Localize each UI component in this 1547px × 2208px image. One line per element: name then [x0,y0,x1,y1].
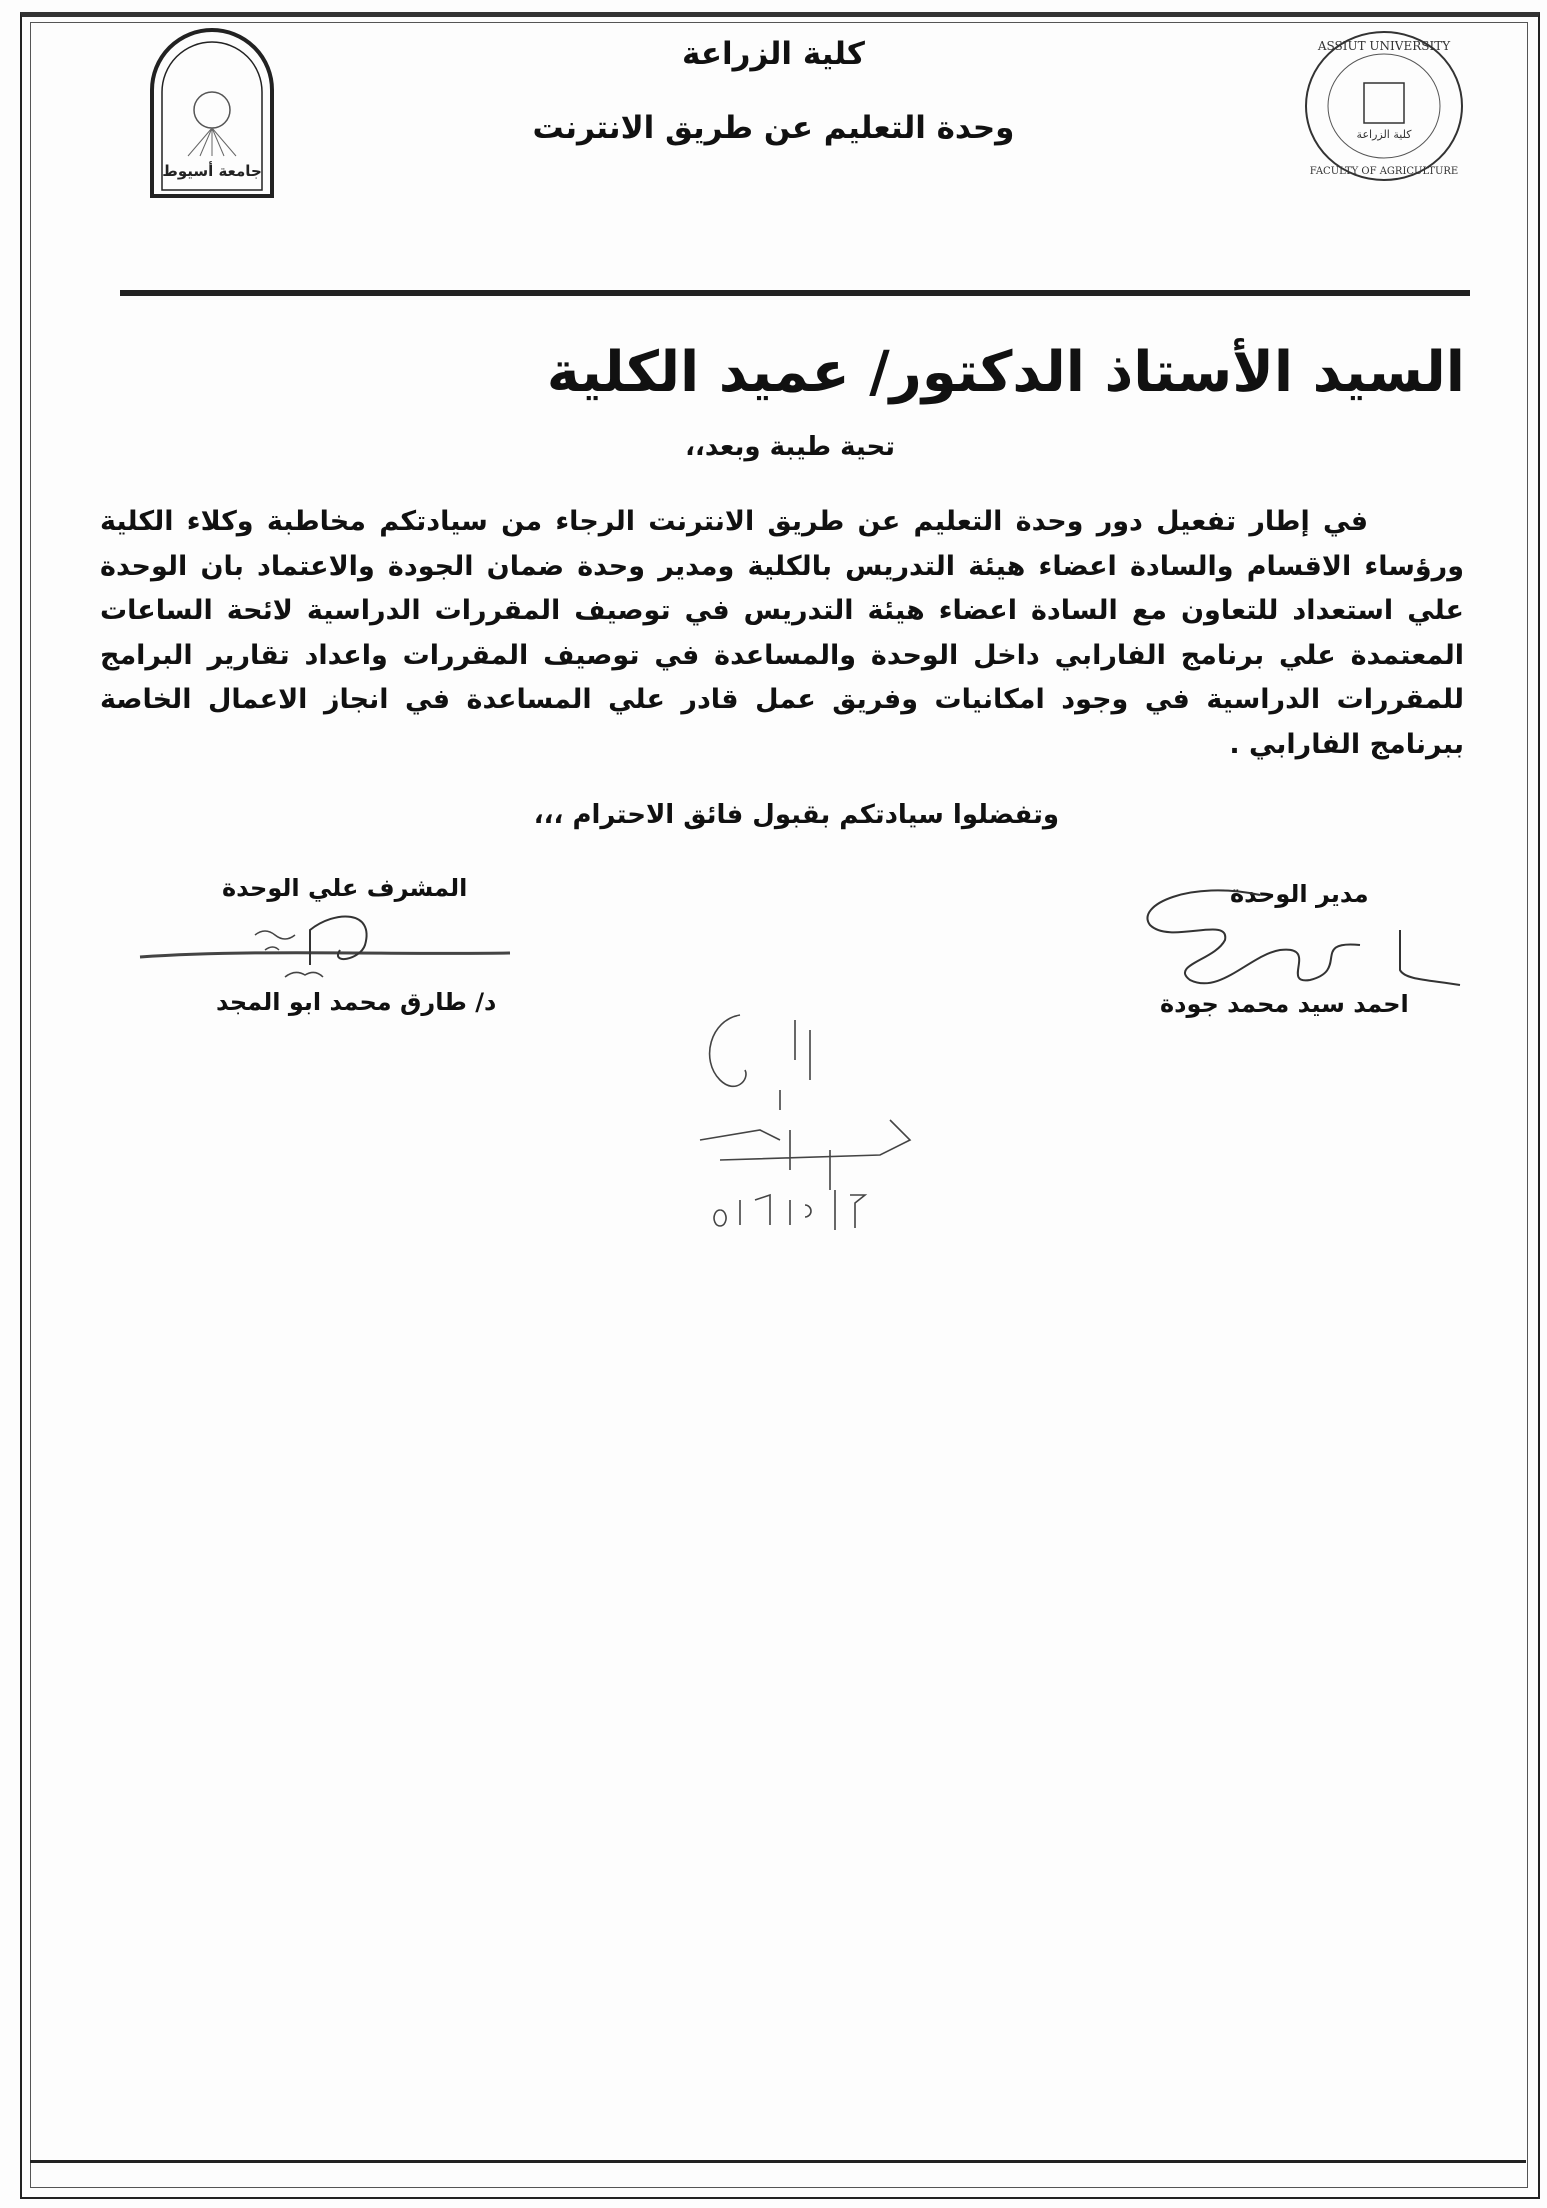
handwritten-approval [680,1000,980,1240]
manager-title: مدير الوحدة [1230,880,1369,908]
svg-text:FACULTY OF AGRICULTURE: FACULTY OF AGRICULTURE [1309,166,1459,177]
supervisor-signature [135,905,515,990]
manager-signature [1130,885,1470,1000]
svg-text:ASSIUT UNIVERSITY: ASSIUT UNIVERSITY [1317,39,1451,53]
greeting: تحية طيبة وبعد،، [685,432,895,462]
letter-body: في إطار تفعيل دور وحدة التعليم عن طريق الانترنت الرجاء من سيادتكم مخاطبة وكلاء الكلية ورؤساء الاقسام والسادة اعضاء هيئة التدريس بالكلية ومدير وحدة ضمان الجودة والاعتماد بان الوحدة علي استعداد للتعاون مع السادة اعضاء هيئة التدريس في توصيف المقررات الدراسية لائحة الساعات المعتمدة علي برنامج الفارابي داخل الوحدة والمساعدة في توصيف المقررات واعداد تقارير البرامج للمقررات الدراسية في وجود امكانيات وفريق عمل قادر علي المساعدة في انجاز الاعمال الخاصة ببرنامج الفارابي . [100,506,1464,760]
manager-name: احمد سيد محمد جودة [1160,990,1409,1018]
logo-text: جامعة أسيوط [162,162,262,180]
salutation: السيد الأستاذ الدكتور/ عميد الكلية [546,340,1465,405]
closing: وتفضلوا سيادتكم بقبول فائق الاحترام ،،، [533,800,1059,830]
faculty-name: كلية الزراعة [682,36,865,72]
unit-name: وحدة التعليم عن طريق الانترنت [532,110,1015,146]
supervisor-title: المشرف علي الوحدة [222,874,468,902]
svg-text:كلية الزراعة: كلية الزراعة [1356,128,1412,141]
header-divider [120,290,1470,296]
supervisor-name: د/ طارق محمد ابو المجد [216,988,497,1016]
footer-rule [30,2160,1526,2163]
